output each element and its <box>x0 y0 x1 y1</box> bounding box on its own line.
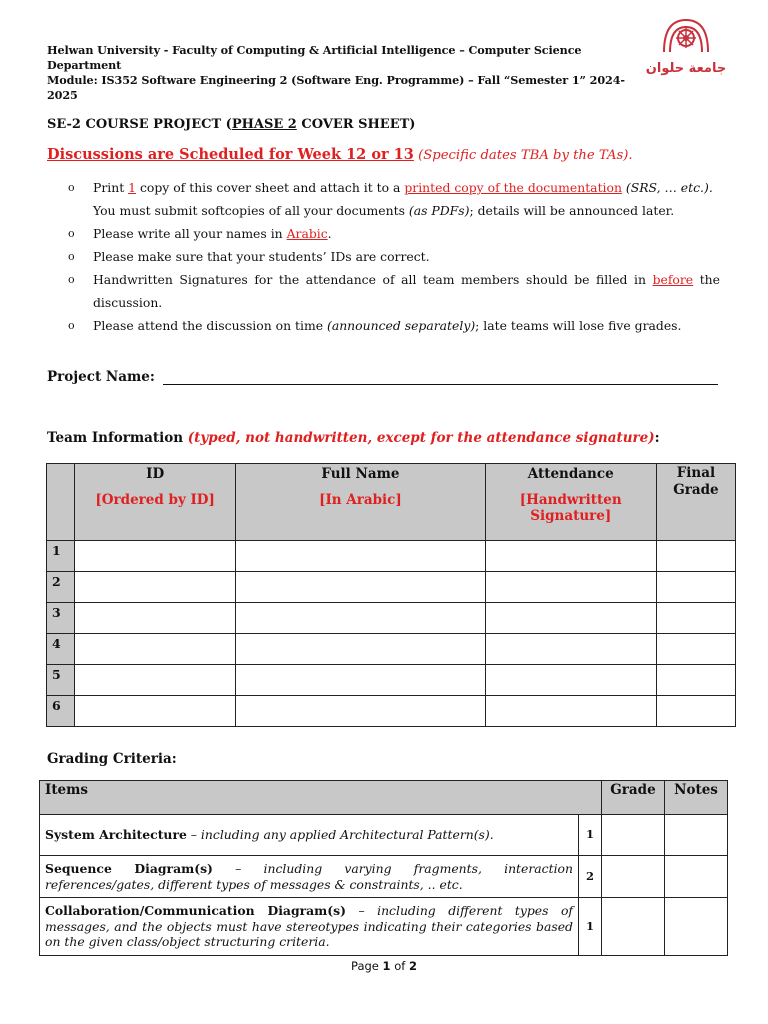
italic-text: (as PDFs) <box>408 203 470 218</box>
column-sub: [In Arabic] <box>319 492 402 508</box>
instruction-item <box>68 245 720 268</box>
column-full-name <box>236 464 485 541</box>
team-information-heading <box>47 430 660 446</box>
criterion-cell <box>40 815 579 856</box>
header-line-1: Helwan University - Faculty of Computing & Artificial Intelligence – Computer Science Department <box>47 43 582 72</box>
title-suffix: COVER SHEET) <box>296 117 416 132</box>
text: Handwritten Signatures for the attendance of all team members should be filled in <box>93 272 653 287</box>
instruction-item <box>68 314 720 337</box>
row-number: 3 <box>47 603 75 634</box>
criterion-title: Collaboration/Communication Diagram(s) <box>45 903 346 919</box>
instruction-item <box>68 222 720 245</box>
criterion-points: 1 <box>579 898 602 956</box>
text: copy of this cover sheet and attach it to a <box>136 180 405 195</box>
name-cell[interactable] <box>236 634 485 665</box>
bullet-o-icon: o <box>68 181 75 194</box>
notes-cell[interactable] <box>665 815 728 856</box>
italic-text: (SRS, … etc.) <box>625 180 709 195</box>
attendance-cell[interactable] <box>485 696 656 727</box>
header-line-2: Module: IS352 Software Engineering 2 (Software Eng. Programme) – Fall “Semester 1” 2024-2025 <box>47 73 625 102</box>
column-attendance <box>485 464 656 541</box>
column-id <box>75 464 236 541</box>
grade-cell[interactable] <box>656 603 735 634</box>
text: . <box>708 180 713 195</box>
grading-table-header <box>40 781 728 815</box>
attendance-cell[interactable] <box>485 634 656 665</box>
notes-cell[interactable] <box>665 856 728 898</box>
instructions-list <box>68 176 720 337</box>
criterion-points: 2 <box>579 856 602 898</box>
helwan-university-logo <box>645 14 727 82</box>
attendance-cell[interactable] <box>485 603 656 634</box>
table-row <box>47 634 736 665</box>
criterion-points: 1 <box>579 815 602 856</box>
grade-cell[interactable] <box>656 572 735 603</box>
column-title: Final Grade <box>673 465 719 498</box>
discussion-note: (Specific dates TBA by the TAs). <box>413 148 633 163</box>
column-sub: [Ordered by ID] <box>95 492 215 508</box>
id-cell[interactable] <box>75 603 236 634</box>
text: Please make sure that your students’ IDs are correct. <box>93 249 430 264</box>
grading-table <box>39 780 728 956</box>
text: of <box>390 959 409 973</box>
copies-count: 1 <box>128 180 137 195</box>
documentation-text: printed copy of the documentation <box>404 180 622 195</box>
table-row <box>47 603 736 634</box>
row-number: 6 <box>47 696 75 727</box>
project-name-field[interactable] <box>163 384 718 385</box>
column-sub: [Handwritten Signature] <box>519 492 622 524</box>
text: Please attend the discussion on time <box>93 318 327 333</box>
criterion-desc: – including different types of messages, and the objects must have stereotypes indicating their categories based on the given class/object structuring criteria. <box>45 903 573 950</box>
criterion-cell <box>40 856 579 898</box>
criterion-title: Sequence Diagram(s) <box>45 861 213 876</box>
before-text: before <box>652 272 694 287</box>
project-name-label: Project Name: <box>47 369 155 385</box>
column-title: Attendance <box>527 466 614 482</box>
document-header <box>47 43 637 103</box>
criterion-cell <box>40 898 579 956</box>
id-cell[interactable] <box>75 665 236 696</box>
arabic-text: Arabic <box>286 226 328 241</box>
title-prefix: SE-2 COURSE PROJECT ( <box>47 117 232 132</box>
page-current: 1 <box>382 959 391 973</box>
corner-cell <box>47 464 75 541</box>
id-cell[interactable] <box>75 696 236 727</box>
table-row <box>40 856 728 898</box>
discussion-notice <box>47 146 633 163</box>
id-cell[interactable] <box>75 572 236 603</box>
row-number: 2 <box>47 572 75 603</box>
column-items: Items <box>40 781 602 815</box>
table-row <box>47 665 736 696</box>
bullet-o-icon: o <box>68 227 75 240</box>
text: the discussion. <box>93 272 720 310</box>
table-row <box>40 815 728 856</box>
table-row <box>47 541 736 572</box>
id-cell[interactable] <box>75 634 236 665</box>
instruction-item <box>68 268 720 314</box>
name-cell[interactable] <box>236 572 485 603</box>
column-final-grade <box>656 464 735 541</box>
text: Page <box>351 959 383 973</box>
bullet-o-icon: o <box>68 319 75 332</box>
discussion-main: Discussions are Scheduled for Week 12 or 13 <box>47 146 414 163</box>
page-footer <box>0 959 768 973</box>
title-phase: PHASE 2 <box>231 117 297 132</box>
logo-arabic-text: جامعة حلوان <box>645 61 727 76</box>
notes-cell[interactable] <box>665 898 728 956</box>
grade-cell[interactable] <box>602 898 665 956</box>
team-note: (typed, not handwritten, except for the attendance signature) <box>187 430 655 446</box>
name-cell[interactable] <box>236 541 485 572</box>
criterion-title: System Architecture <box>45 827 187 843</box>
row-number: 5 <box>47 665 75 696</box>
id-cell[interactable] <box>75 541 236 572</box>
attendance-cell[interactable] <box>485 665 656 696</box>
row-number: 4 <box>47 634 75 665</box>
name-cell[interactable] <box>236 696 485 727</box>
grade-cell[interactable] <box>656 541 735 572</box>
text: ; details will be announced later. <box>469 203 675 218</box>
text: Team Information <box>47 430 188 446</box>
project-title <box>47 117 415 132</box>
table-row <box>40 898 728 956</box>
italic-text: (announced separately) <box>326 318 476 333</box>
team-table-header <box>47 464 736 541</box>
bullet-o-icon: o <box>68 250 75 263</box>
grade-cell[interactable] <box>656 696 735 727</box>
text: . <box>327 226 332 241</box>
page-total: 2 <box>408 959 417 973</box>
criterion-desc: – including varying fragments, interaction references/gates, different types of messages & constraints, .. etc. <box>45 861 573 892</box>
column-notes: Notes <box>665 781 728 815</box>
name-cell[interactable] <box>236 603 485 634</box>
text: ; late teams will lose five grades. <box>475 318 682 333</box>
text: Print <box>93 180 129 195</box>
grading-criteria-heading: Grading Criteria: <box>47 751 177 767</box>
criterion-desc: – including any applied Architectural Pattern(s). <box>186 827 494 843</box>
table-row <box>47 696 736 727</box>
text: : <box>654 430 660 446</box>
grade-cell[interactable] <box>656 665 735 696</box>
grade-cell[interactable] <box>656 634 735 665</box>
column-title: Full Name <box>321 466 400 482</box>
attendance-cell[interactable] <box>485 572 656 603</box>
column-title: ID <box>146 466 165 482</box>
grade-cell[interactable] <box>602 856 665 898</box>
name-cell[interactable] <box>236 665 485 696</box>
text: Please write all your names in <box>93 226 287 241</box>
bullet-o-icon: o <box>68 273 75 286</box>
grade-cell[interactable] <box>602 815 665 856</box>
table-row <box>47 572 736 603</box>
column-grade: Grade <box>602 781 665 815</box>
attendance-cell[interactable] <box>485 541 656 572</box>
instruction-item <box>68 176 720 222</box>
text: You must submit softcopies of all your documents <box>93 203 409 218</box>
team-table <box>46 463 736 727</box>
row-number: 1 <box>47 541 75 572</box>
